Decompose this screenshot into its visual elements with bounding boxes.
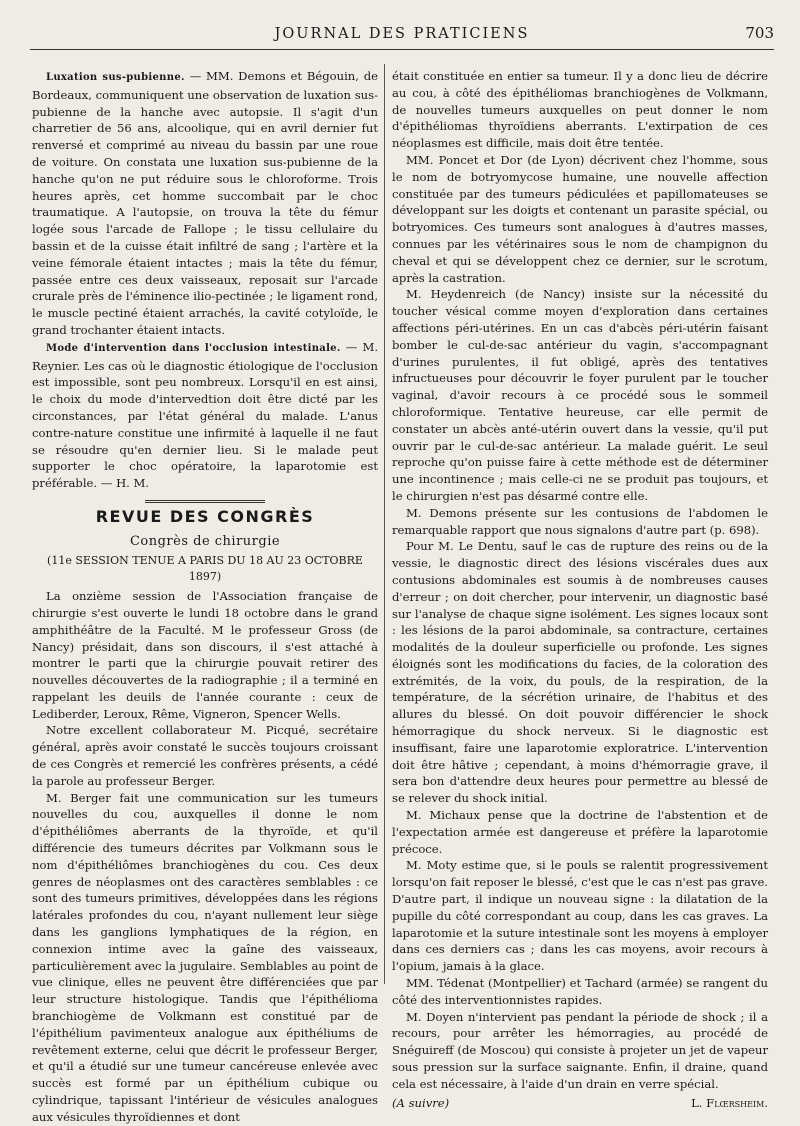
session-line: (11e SESSION TENUE A PARIS DU 18 AU 23 OCTOBRE 1897) bbox=[47, 553, 363, 584]
header-rule bbox=[30, 49, 774, 50]
mode-text: — M. Reynier. Les cas où le diagnostic étiologique de l'occlusion est impossible, sont peu nombreux. Lorsqu'il en est ainsi, le choix du mode d'intervedtion doit être dicté par les circonstances, par l'état général du malade. L'anus contre-nature constitue une infirmité à laquelle il ne faut se résoudre qu'en dernier lieu. Si le malade peut supporter le choc opératoire, la laparotomie est préférable. — H. M. bbox=[32, 339, 379, 491]
revue-title: REVUE DES CONGRÈS bbox=[95, 506, 315, 526]
continuation-paragraph: était constituée en entier sa tumeur. Il y a donc lieu de décrire au cou, à côté des épithéliomas branchiogènes de Volkmann, de nouvelles tumeurs auxquelles on peut donner le nom d'épithéliomas thyroïdiens aberrants. L'extirpation de ces néoplasmes est difficile, mais doit être tentée. bbox=[392, 69, 768, 151]
michaux-paragraph: M. Michaux pense que la doctrine de l'abstention et de l'expectation armée est dangereuse et préfère la laparotomie précoce. bbox=[392, 808, 768, 856]
mode-heading: Mode d'intervention dans l'occlusion intestinale. bbox=[46, 342, 341, 354]
luxation-text: — MM. Demons et Bégouin, de Bordeaux, communiquent une observation de luxation sus-pubienne de la hanche avec autopsie. Il s'agit d'un charretier de 56 ans, alcoolique, qui en avril dernier fut renversé et comprimé au niveau du bassin par une roue de voiture. On constata une luxation sus-pubienne de la hanche qu'on ne put réduire sous le chloroforme. Trois heures après, cet homme succombait par le choc traumatique. A l'autopsie, on trouva la tête du fémur logée sous l'arcade de Fallope ; le tissu cellulaire du bassin et de la cuisse était infiltré de sang ; l'artère et la veine fémorale étaient intactes ; mais la tête du fémur, passée entre ces deux vaisseaux, reposait sur l'arcade crurale près de l'éminence ilio-pectinée ; le ligament rond, le muscle pectiné étaient arrachés, la cavité cotyloïde, le grand trochanter étaient intacts. bbox=[32, 69, 379, 337]
right-column bbox=[392, 68, 768, 1111]
journal-title: JOURNAL DES PRATICIENS bbox=[274, 26, 530, 42]
footer-line bbox=[392, 1095, 768, 1112]
doyen-paragraph: M. Doyen n'intervient pas pendant la période de shock ; il a recours, pour arrêter les hémorragies, au procédé de Snéguireff (de Moscou) qui consiste à projeter un jet de vapeur sous pression sur la surface saignante. Enfin, il draine, quand cela est nécessaire, à l'aide d'un drain en verre spécial. bbox=[392, 1009, 768, 1091]
picque-paragraph: Notre excellent collaborateur M. Picqué, secrétaire général, après avoir constaté le succès toujours croissant de ces Congrès et remercié les confrères présents, a cédé la parole au professeur Berger. bbox=[32, 723, 378, 788]
page-header bbox=[30, 22, 774, 52]
intro-paragraph: La onzième session de l'Association française de chirurgie s'est ouverte le lundi 18 octobre dans le grand amphithéâtre de la Faculté. M le professeur Gross (de Nancy) présidait, dans son discours, il s'est attaché à montrer le parti que la chirurgie pouvait retirer des nouvelles découvertes de la radiographie ; il a terminé en rappelant les deuils de l'année courante : ceux de Lediberder, Leroux, Rême, Vigneron, Spencer Wells. bbox=[32, 589, 378, 721]
luxation-heading: Luxation sus-pubienne. bbox=[46, 72, 185, 83]
dentu-paragraph: Pour M. Le Dentu, sauf le cas de rupture des reins ou de la vessie, le diagnostic direct des lésions viscérales dues aux contusions abdominales est soumis à de nombreuses causes d'erreur ; on doit chercher, pour intervenir, un diagnostic basé sur l'analyse de chaque signe isolément. Les signes locaux sont : les lésions de la paroi abdominale, sa contracture, certaines modalités de la douleur superficielle ou profonde. Les signes éloignés sont les modifications du facies, de la coloration des extrémités, de la voix, du pouls, de la respiration, de la température, de la sécrétion urinaire, de l'habitus et des allures du blessé. On doit pouvoir différencier le shock hémorragique du shock nerveux. Si le diagnostic est insuffisant, faire une laparotomie exploratrice. L'intervention doit être hâtive ; cependant, à moins d'hémorragie grave, il sera bon d'attendre deux heures pour permettre au blessé de se relever du shock initial. bbox=[392, 539, 768, 806]
tedenat-paragraph: MM. Tédenat (Montpellier) et Tachard (armée) se rangent du côté des interventionnistes rapides. bbox=[392, 976, 768, 1007]
page-number: 703 bbox=[745, 24, 774, 42]
mode-paragraph bbox=[32, 339, 378, 492]
demons-paragraph: M. Demons présente sur les contusions de l'abdomen le remarquable rapport que nous signalons d'autre part (p. 698). bbox=[392, 505, 768, 537]
moty-paragraph: M. Moty estime que, si le pouls se ralentit progressivement lorsqu'on fait reposer le blessé, c'est que le cas n'est pas grave. D'autre part, il indique un nouveau signe : la dilatation de la pupille du côté correspondant au coup, dans les cas graves. La laparotomie et la suture intestinale sont les moyens à employer dans ces derniers cas ; dans les cas moyens, avoir recours à l'opium, jamais à la glace. bbox=[392, 858, 768, 974]
author-signature: L. Flœrsheim. bbox=[691, 1095, 768, 1110]
luxation-paragraph bbox=[32, 68, 378, 339]
poncet-paragraph: MM. Poncet et Dor (de Lyon) décrivent chez l'homme, sous le nom de botryomycose humaine, une nouvelle affection constituée par des tumeurs pédiculées et papillomateuses se développant sur les doigts et contenant un parasite spécial, ou botryomices. Ces tumeurs sont analogues à d'autres masses, connues par les vétérinaires sous le nom de champignon du cheval et qui se développent chez ce dernier, sur le scrotum, après la castration. bbox=[392, 152, 768, 285]
a-suivre: (A suivre) bbox=[392, 1095, 450, 1110]
congres-title: Congrès de chirurgie bbox=[129, 533, 281, 549]
berger-paragraph: M. Berger fait une communication sur les tumeurs nouvelles du cou, auxquelles il donne le nom d'épithéliômes aberrants de la thyroïde, et qu'il différencie des tumeurs décrites par Volkmann sous le nom d'épithéliômes branchiogènes du cou. Ces deux genres de néoplasmes ont des caractères semblables : ce sont des tumeurs primitives, développées dans les régions latérales profondes du cou, n'ayant nullement leur siège dans les ganglions lymphatiques de la région, en connexion intime avec la gaîne des vaisseaux, particulièrement avec la jugulaire. Semblables au point de vue clinique, elles ne peuvent être différenciées que par leur structure histologique. Tandis que l'épithélioma branchiogème de Volkmann est constitué par de l'épithélium pavimenteux analogue aux épithéliums de revêtement externe, celui que décrit le professeur Berger, et qu'il a étudié sur une tumeur cancéreuse enlevée avec succès est formé par un épithélium cubique ou cylindrique, tapissant l'intérieur de vésicules analogues aux vésicules thyroïdiennes et dont bbox=[32, 790, 378, 1124]
column-separator bbox=[384, 64, 385, 984]
heydenreich-paragraph: M. Heydenreich (de Nancy) insiste sur la nécessité du toucher vésical comme moyen d'exploration dans certaines affections péri-utérines. En un cas d'abcès péri-utérin faisant bomber le cul-de-sac antérieur du vagin, s'accompagnant d'urines purulentes, il fut obligé, après des tentatives infructueuses pour découvrir le foyer purulent par le toucher vaginal, d'avoir recours à ce procédé sous le sommeil chloroformique. Tentative heureuse, car elle permit de constater un abcès anté-utérin ouvert dans la vessie, qu'il put ouvrir par le cul-de-sac antérieur. La malade guérit. Le seul reproche qu'on puisse faire à cette méthode est de déterminer une incontinence ; mais celle-ci ne se produit pas toujours, et le chirurgien n'est pas désarmé contre elle. bbox=[392, 287, 768, 503]
section-divider bbox=[145, 500, 265, 503]
left-column bbox=[32, 68, 378, 1126]
